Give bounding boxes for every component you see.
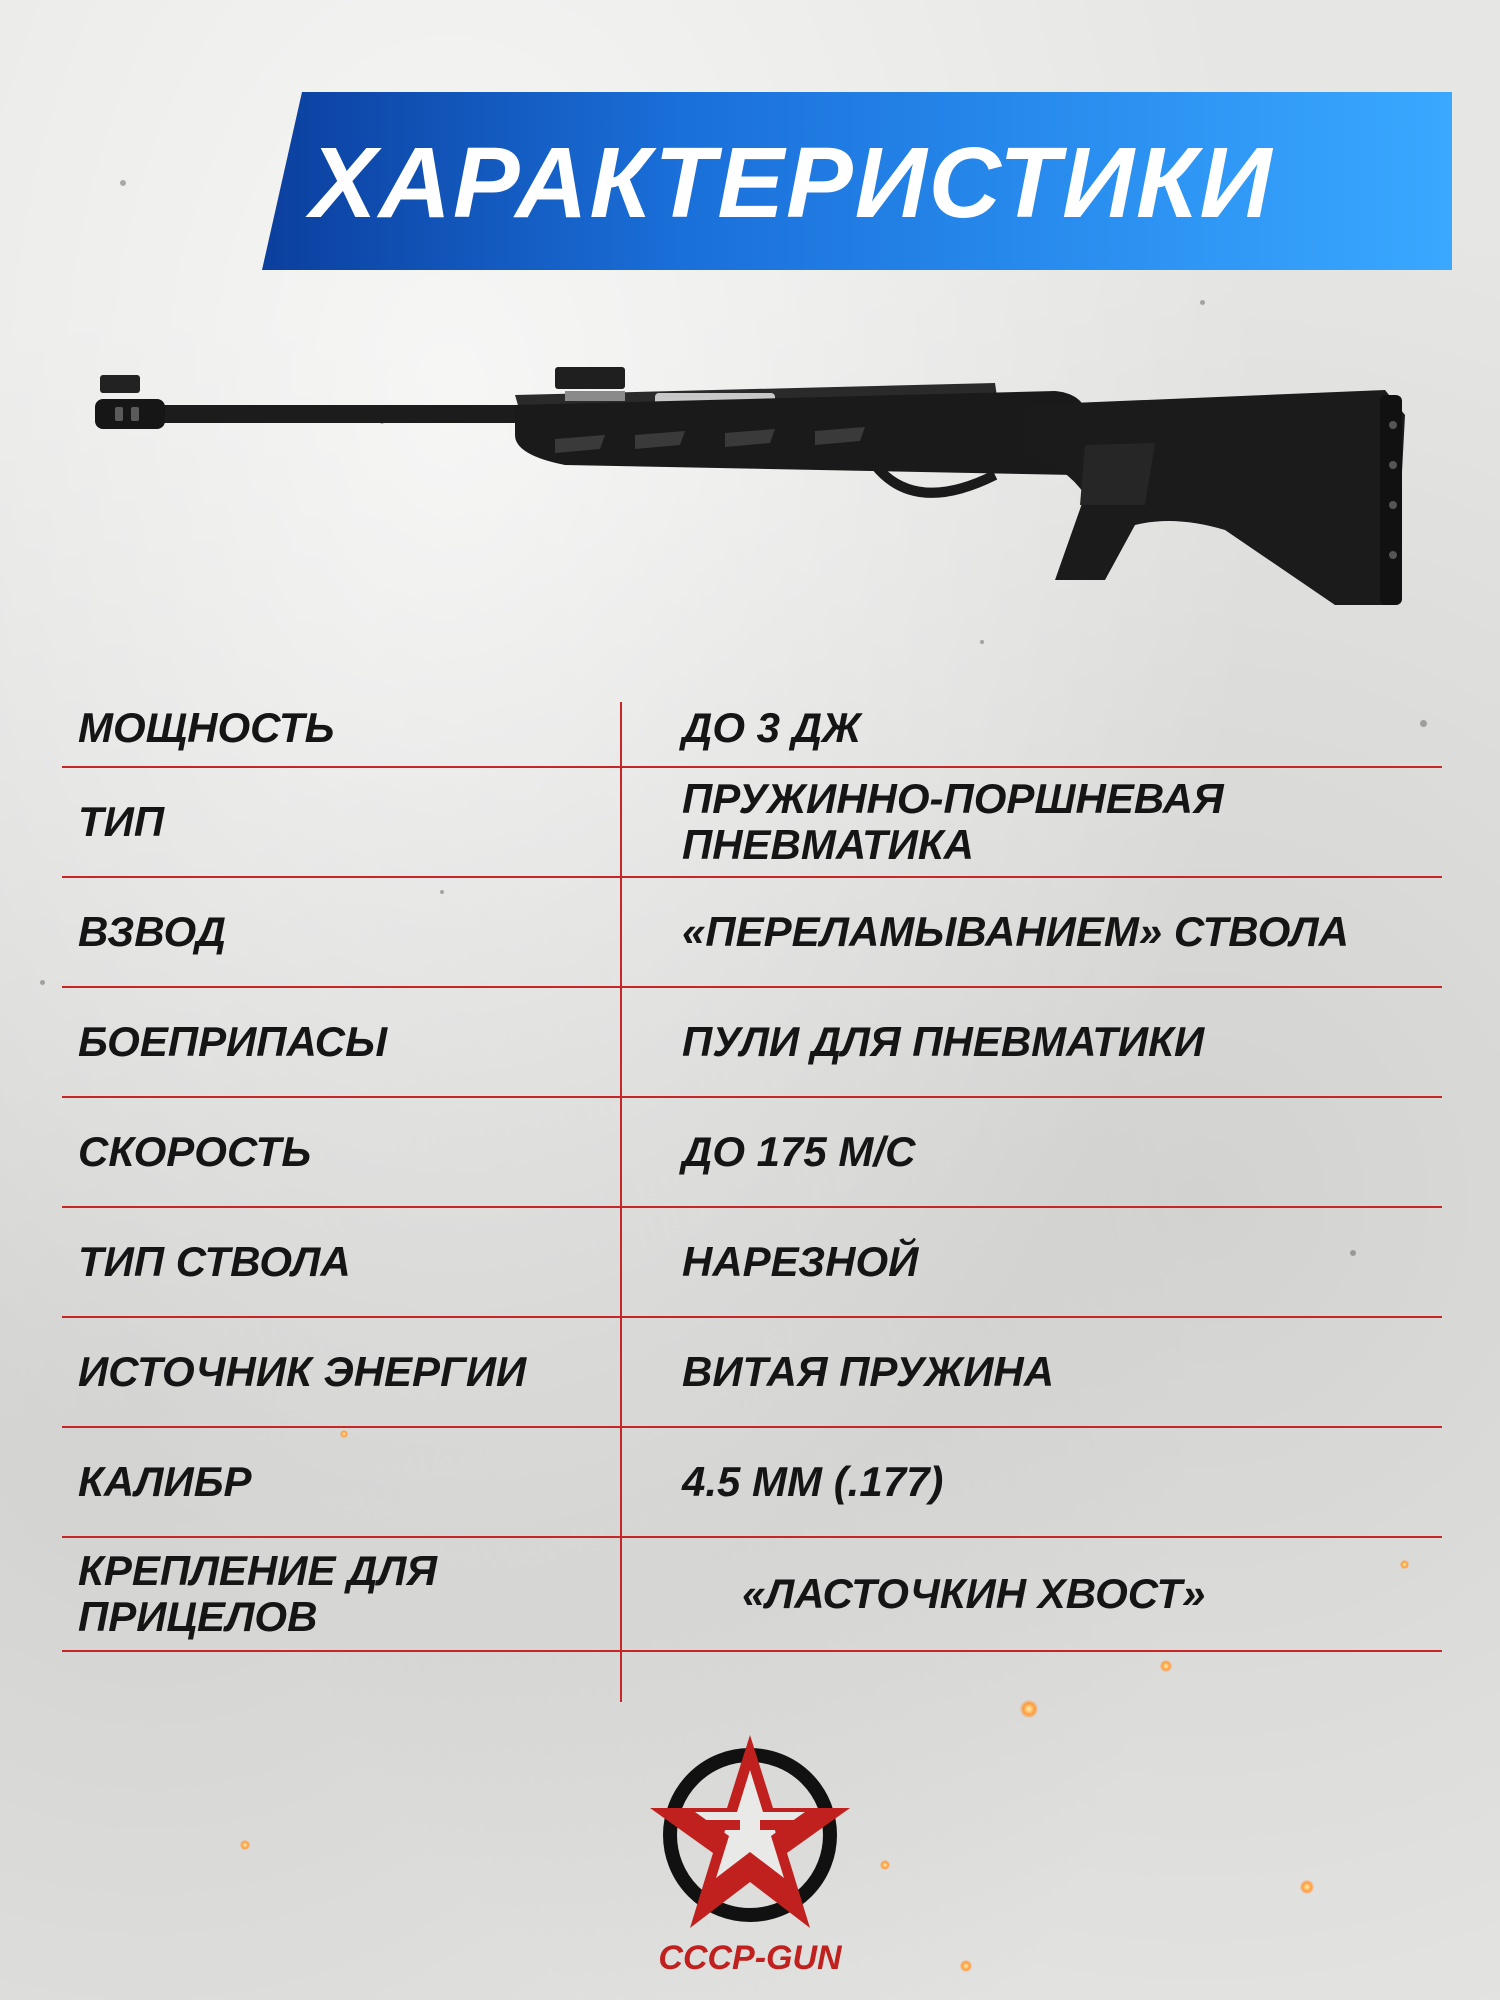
spec-name: СКОРОСТЬ [78, 1128, 312, 1175]
ember-spark [1020, 1700, 1038, 1718]
ember-spark [960, 1960, 972, 1972]
logo-text: СССР-GUN [658, 1939, 842, 1977]
spec-value: ДО 3 ДЖ [682, 704, 861, 751]
ember-spark [880, 1860, 890, 1870]
spec-value: ВИТАЯ ПРУЖИНА [682, 1348, 1055, 1395]
ember-spark [1300, 1880, 1314, 1894]
star-gun-logo-icon [645, 1730, 855, 1940]
table-row [62, 878, 1442, 988]
spec-value: «ЛАСТОЧКИН ХВОСТ» [742, 1570, 1206, 1617]
spec-value: ПРУЖИННО-ПОРШНЕВАЯ ПНЕВМАТИКА [682, 775, 1224, 868]
spec-name: ВЗВОД [78, 908, 227, 955]
table-row [62, 988, 1442, 1098]
background-speck [1200, 300, 1205, 305]
spec-value: НАРЕЗНОЙ [682, 1238, 919, 1285]
spec-name: КРЕПЛЕНИЕ ДЛЯ ПРИЦЕЛОВ [78, 1547, 437, 1640]
background-speck [980, 640, 984, 644]
background-speck [120, 180, 126, 186]
table-row [62, 768, 1442, 878]
page-title: ХАРАКТЕРИСТИКИ [310, 127, 1274, 239]
spec-name: ИСТОЧНИК ЭНЕРГИИ [78, 1348, 527, 1395]
spec-value: «ПЕРЕЛАМЫВАНИЕМ» СТВОЛА [682, 908, 1349, 955]
specs-table [62, 690, 1442, 1652]
table-row [62, 1208, 1442, 1318]
spec-value: ДО 175 М/С [682, 1128, 916, 1175]
table-row [62, 690, 1442, 768]
spec-name: ТИП СТВОЛА [78, 1238, 351, 1285]
spec-name: МОЩНОСТЬ [78, 704, 335, 751]
spec-value: ПУЛИ ДЛЯ ПНЕВМАТИКИ [682, 1018, 1205, 1065]
spec-name: БОЕПРИПАСЫ [78, 1018, 388, 1065]
ember-spark [240, 1840, 250, 1850]
table-row [62, 1428, 1442, 1538]
ember-spark [1160, 1660, 1172, 1672]
spec-name: КАЛИБР [78, 1458, 252, 1505]
spec-name: ТИП [78, 798, 165, 845]
table-row [62, 1318, 1442, 1428]
table-row [62, 1538, 1442, 1652]
air-rifle-image [95, 355, 1405, 625]
background-speck [40, 980, 45, 985]
table-row [62, 1098, 1442, 1208]
spec-value: 4.5 ММ (.177) [682, 1458, 944, 1505]
